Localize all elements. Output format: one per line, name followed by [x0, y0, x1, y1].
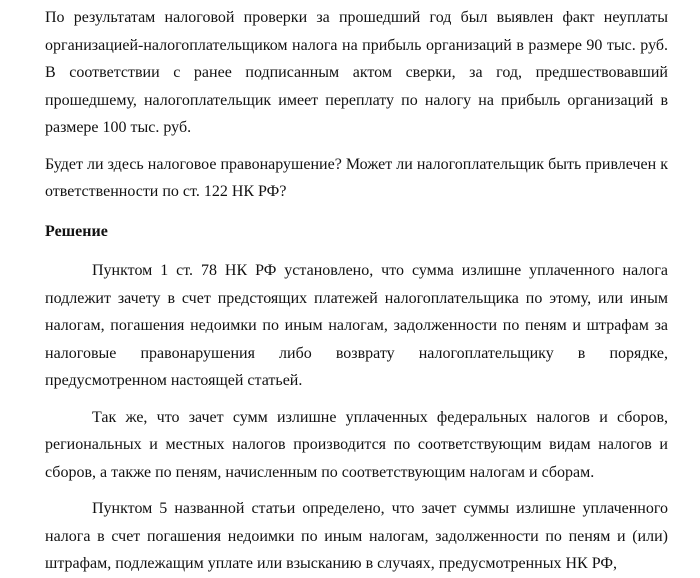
solution-heading: Решение: [45, 222, 108, 240]
problem-question: Будет ли здесь налоговое правонарушение? Может ли налогоплательщик быть привлечен к ответственности по ст. 122 НК РФ?: [45, 155, 668, 200]
solution-paragraph-1: Пунктом 1 ст. 78 НК РФ установлено, что сумма излишне уплаченного налога подлежит зачету в счет предстоящих платежей налогоплательщика по этому, или иным налогам, погашения недоимки по иным налогам, задолженности по пеням и штрафам за налоговые правонарушения либо возврату налогоплательщику в порядке, предусмотренном настоящей статьей.: [45, 262, 668, 389]
problem-paragraph: По результатам налоговой проверки за прошедший год был выявлен факт неуплаты организацией-налогоплательщиком налога на прибыль организаций в размере 90 тыс. руб. В соответствии с ранее подписанным актом сверки, за год, предшествовавший прошедшему, налогоплательщик имеет переплату по налогу на прибыль организаций в размере 100 тыс. руб.: [45, 9, 668, 136]
solution-paragraph-2: Так же, что зачет сумм излишне уплаченных федеральных налогов и сборов, региональных и местных налогов производится по соответствующим видам налогов и сборов, а также по пеням, начисленным по соответствующим налогам и сборам.: [45, 408, 668, 481]
document-page: [45, 4, 668, 578]
solution-paragraph-3: Пунктом 5 названной статьи определено, что зачет суммы излишне уплаченного налога в счет погашения недоимки по иным налогам, задолженности по пеням и (или) штрафам, подлежащим уплате или взысканию в случаях, предусмотренных НК РФ,: [45, 500, 668, 572]
